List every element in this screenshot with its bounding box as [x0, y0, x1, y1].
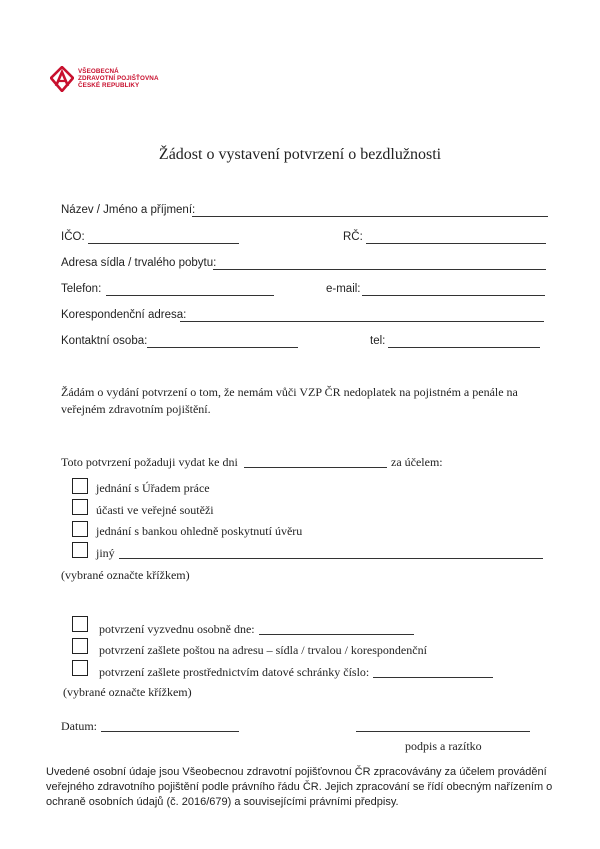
- signature-label: podpis a razítko: [405, 739, 482, 753]
- correspondence-label: Korespondenční adresa:: [61, 309, 187, 321]
- purpose-checkbox-bank[interactable]: [72, 521, 88, 537]
- name-field[interactable]: [192, 216, 548, 217]
- email-field[interactable]: [362, 295, 545, 296]
- selection-note-2: (vybrané označte křížkem): [63, 685, 192, 699]
- purpose-label-bank: jednání s bankou ohledně poskytnutí úvěru: [96, 524, 303, 538]
- delivery-label-post: potvrzení zašlete poštou na adresu – sídla / trvalou / korespondenční: [99, 643, 427, 657]
- purpose-checkbox-public-tender[interactable]: [72, 499, 88, 515]
- name-label: Název / Jméno a příjmení:: [61, 204, 196, 216]
- delivery-checkbox-post[interactable]: [72, 638, 88, 654]
- ico-field[interactable]: [88, 243, 239, 244]
- selection-note-1: (vybrané označte křížkem): [61, 568, 190, 582]
- page-title: Žádost o vystavení potvrzení o bezdlužnosti: [158, 146, 442, 163]
- datum-field[interactable]: [101, 731, 239, 732]
- delivery-checkbox-databox[interactable]: [72, 660, 88, 676]
- logo-line-1: VŠEOBECNÁ: [78, 68, 119, 75]
- date-request-field[interactable]: [244, 467, 387, 468]
- email-label: e-mail:: [326, 283, 361, 295]
- purpose-checkbox-other[interactable]: [72, 542, 88, 558]
- signature-field[interactable]: [356, 731, 530, 732]
- purpose-label-other: jiný: [96, 546, 115, 560]
- delivery-checkbox-pickup[interactable]: [72, 616, 88, 632]
- phone-label: Telefon:: [61, 283, 102, 295]
- tel-label: tel:: [370, 335, 386, 347]
- logo-line-2: ZDRAVOTNÍ POJIŠŤOVNA: [78, 75, 159, 83]
- delivery-label-databox: potvrzení zašlete prostřednictvím datové schránky číslo:: [99, 665, 370, 679]
- address-field[interactable]: [213, 269, 546, 270]
- gdpr-footer: Uvedené osobní údaje jsou Všeobecnou zdravotní pojišťovnou ČR zpracovávány za účelem provádění veřejného zdravotního pojištění podle právního řádu ČR. Jejich zpracování se řídí obecným nařízením o ochraně osobních údajů (č. 2016/679) a souvisejícími právními předpisy.: [46, 766, 553, 808]
- correspondence-field[interactable]: [180, 321, 544, 322]
- databox-number-field[interactable]: [373, 677, 493, 678]
- date-request-suffix: za účelem:: [391, 455, 443, 469]
- contact-field[interactable]: [147, 347, 298, 348]
- contact-label: Kontaktní osoba:: [61, 335, 148, 347]
- vzp-logo: [50, 66, 230, 96]
- datum-label: Datum:: [61, 719, 97, 733]
- ico-label: IČO:: [61, 231, 85, 243]
- purpose-label-public-tender: účasti ve veřejné soutěži: [96, 503, 214, 517]
- vzp-logo-icon: [50, 66, 74, 92]
- phone-field[interactable]: [106, 295, 274, 296]
- address-label: Adresa sídla / trvalého pobytu:: [61, 257, 217, 269]
- purpose-checkbox-labour-office[interactable]: [72, 478, 88, 494]
- pickup-date-field[interactable]: [259, 634, 414, 635]
- date-request-prefix: Toto potvrzení požaduji vydat ke dni: [61, 455, 238, 469]
- tel-field[interactable]: [388, 347, 540, 348]
- request-text: Žádám o vydání potvrzení o tom, že nemám vůči VZP ČR nedoplatek na pojistném a penále na veřejném zdravotním pojištění.: [61, 385, 518, 416]
- purpose-other-field[interactable]: [119, 558, 543, 559]
- purpose-label-labour-office: jednání s Úřadem práce: [96, 481, 210, 495]
- delivery-label-pickup: potvrzení vyzvednu osobně dne:: [99, 622, 255, 636]
- rc-field[interactable]: [366, 243, 546, 244]
- rc-label: RČ:: [343, 231, 363, 243]
- logo-line-3: ČESKÉ REPUBLIKY: [78, 82, 140, 90]
